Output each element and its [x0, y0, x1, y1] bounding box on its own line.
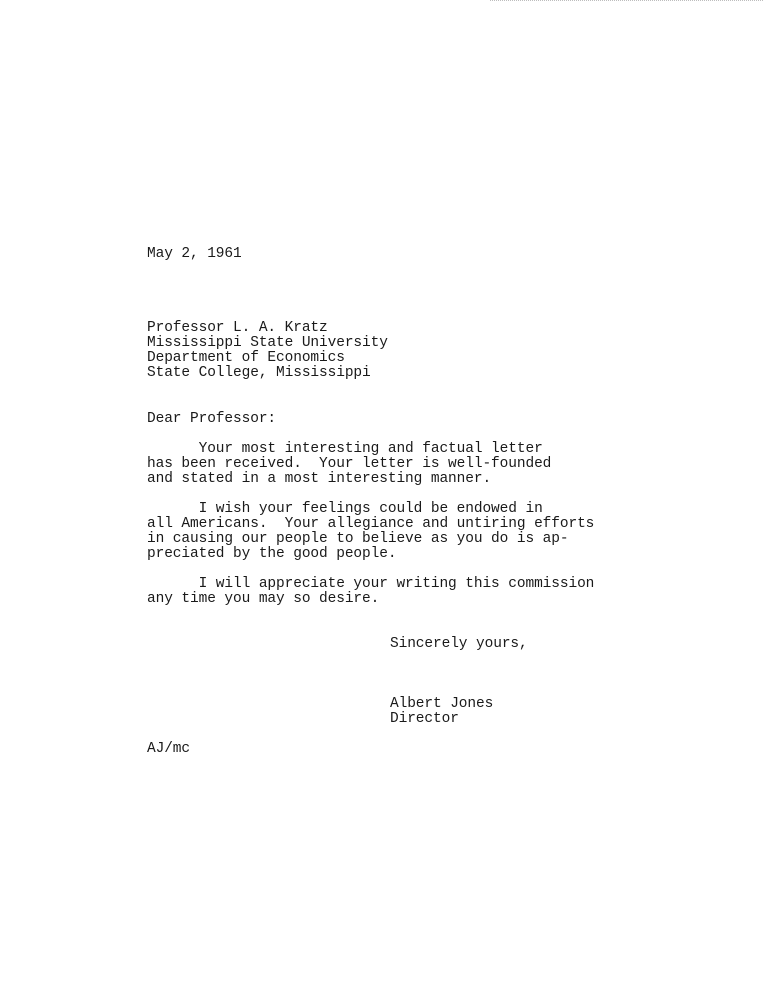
recipient-line: State College, Mississippi [147, 365, 371, 381]
body-line: in causing our people to believe as you do is ap- [147, 531, 569, 547]
body-line: has been received. Your letter is well-founded [147, 456, 552, 472]
letter-date: May 2, 1961 [147, 246, 242, 262]
body-line: Your most interesting and factual letter [147, 441, 543, 457]
body-line: preciated by the good people. [147, 546, 397, 562]
body-line: any time you may so desire. [147, 591, 380, 607]
signer-title: Director [390, 711, 459, 727]
signer-name: Albert Jones [390, 696, 494, 712]
body-line: and stated in a most interesting manner. [147, 471, 492, 487]
recipient-line: Mississippi State University [147, 335, 388, 351]
body-paragraph-2 [147, 502, 594, 562]
body-line: all Americans. Your allegiance and untiring efforts [147, 516, 595, 532]
recipient-line: Professor L. A. Kratz [147, 320, 328, 336]
signature-block [390, 697, 493, 727]
top-edge-border [490, 0, 763, 1]
salutation: Dear Professor: [147, 411, 277, 427]
typist-initials: AJ/mc [147, 741, 191, 757]
recipient-line: Department of Economics [147, 350, 345, 366]
body-line: I will appreciate your writing this commission [147, 576, 595, 592]
body-line: I wish your feelings could be endowed in [147, 501, 543, 517]
body-paragraph-3 [147, 577, 594, 607]
recipient-address [147, 321, 388, 381]
body-paragraph-1 [147, 442, 551, 487]
closing: Sincerely yours, [390, 636, 528, 652]
